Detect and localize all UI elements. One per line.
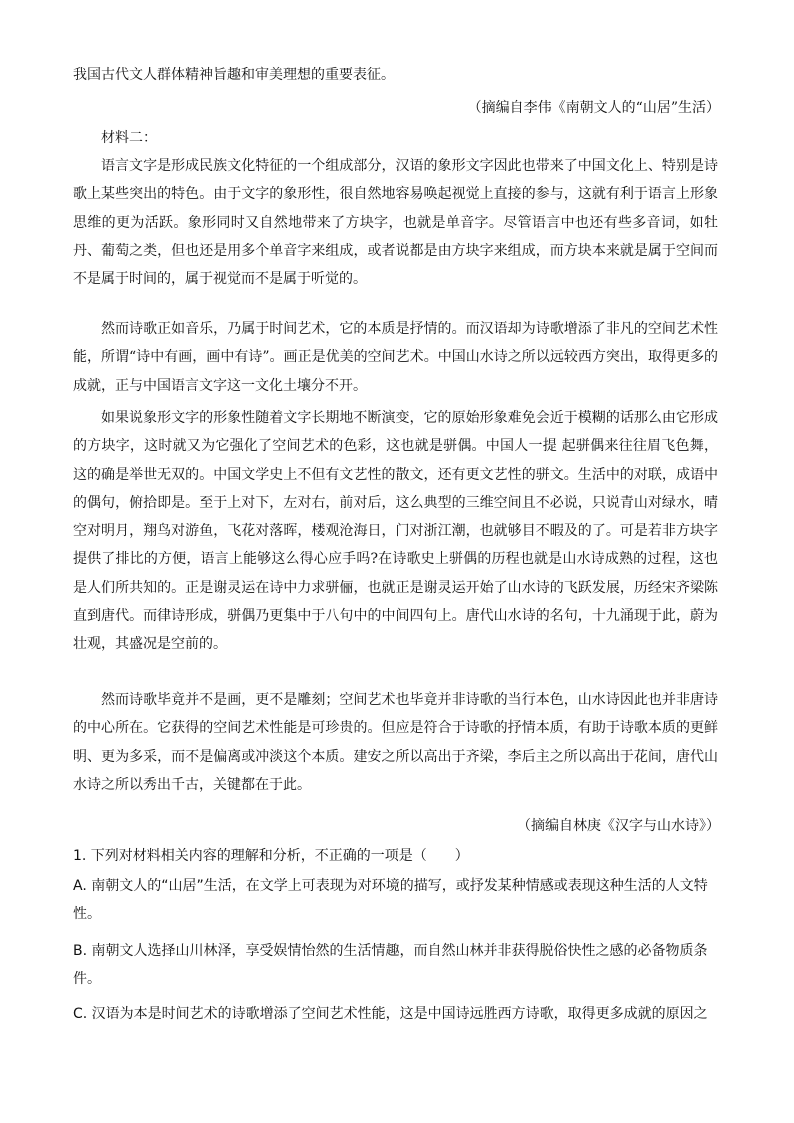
option-c: C. 汉语为本是时间艺术的诗歌增添了空间艺术性能，这是中国诗远胜西方诗歌，取得更多成就的原因之 [73,1006,708,1022]
paragraph-4: 然而诗歌毕竟并不是画，更不是雕刻；空间艺术也毕竟并非诗歌的当行本色，山水诗因此也并非唐诗的中心所在。它获得的空间艺术性能是可珍贵的。但应是符合于诗歌的抒情本质，有助于诗歌本质的更鲜明、更为多采，而不是偏离或冲淡这个本质。建安之所以高出于齐梁，李后主之所以高出于花间，唐代山水诗之所以秀出千古，关键都在于此。 [73,692,718,793]
paragraph-3: 如果说象形文字的形象性随着文字长期地不断演变，它的原始形象难免会近于模糊的话那么由它形成的方块字，这时就又为它强化了空间艺术的色彩，这也就是骈偶。中国人一提 起骈偶来往往眉飞色舞，这的确是举世无双的。中国文学史上不但有文艺性的散文，还有更文艺性的骈文。生活中的对联，成语中的偶句，俯拾即是。至于上对下，左对右，前对后，这么典型的三维空间且不必说，只说青山对绿水，晴空对明月，翔鸟对游鱼，飞花对落晖，楼观沧海日，门对浙江潮，也就够目不暇及的了。可是若非方块字提供了排比的方便，语言上能够这么得心应手吗?在诗歌史上骈偶的历程也就是山水诗成熟的过程，这也是人们所共知的。正是谢灵运在诗中力求骈俪，也就正是谢灵运开始了山水诗的飞跃发展，历经宋齐梁陈直到唐代。而律诗形成，骈偶乃更集中于八句中的中间四句上。唐代山水诗的名句，十九涌现于此，蔚为壮观，其盛况是空前的。 [73,410,718,653]
material2-label: 材料二： [101,130,157,146]
source-citation-2: （摘编自林庚《汉字与山水诗》） [517,818,720,834]
material1-closing-line: 我国古代文人群体精神旨趣和审美理想的重要表征。 [73,67,395,83]
option-a: A. 南朝文人的“山居”生活，在文学上可表现为对环境的描写，或抒发某种情感或表现这种生活的人文特性。 [73,878,708,922]
paragraph-2: 然而诗歌正如音乐，乃属于时间艺术，它的本质是抒情的。而汉语却为诗歌增添了非凡的空间艺术性能，所谓“诗中有画，画中有诗”。画正是优美的空间艺术。中国山水诗之所以远较西方突出，取得更多的成就，正与中国语言文字这一文化土壤分不开。 [73,321,718,394]
option-b: B. 南朝文人选择山川林泽，享受娱情怡然的生活情趣，而自然山林并非获得脱俗快性之感的必备物质条件。 [73,943,708,987]
question-stem: 1. 下列对材料相关内容的理解和分析，不正确的一项是（ ） [73,848,469,864]
paragraph-1: 语言文字是形成民族文化特征的一个组成部分，汉语的象形文字因此也带来了中国文化上、特别是诗歌上某些突出的特色。由于文字的象形性，很自然地容易唤起视觉上直接的参与，这就有利于语言上形象思维的更为活跃。象形同时又自然地带来了方块字，也就是单音字。尽管语言中也还有些多音词，如牡丹、葡萄之类，但也还是用多个单音字来组成，或者说都是由方块字来组成，而方块本来就是属于空间而不是属于时间的，属于视觉而不是属于听觉的。 [73,158,718,288]
source-citation-1: （摘编自李伟《南朝文人的“山居”生活） [467,100,720,116]
